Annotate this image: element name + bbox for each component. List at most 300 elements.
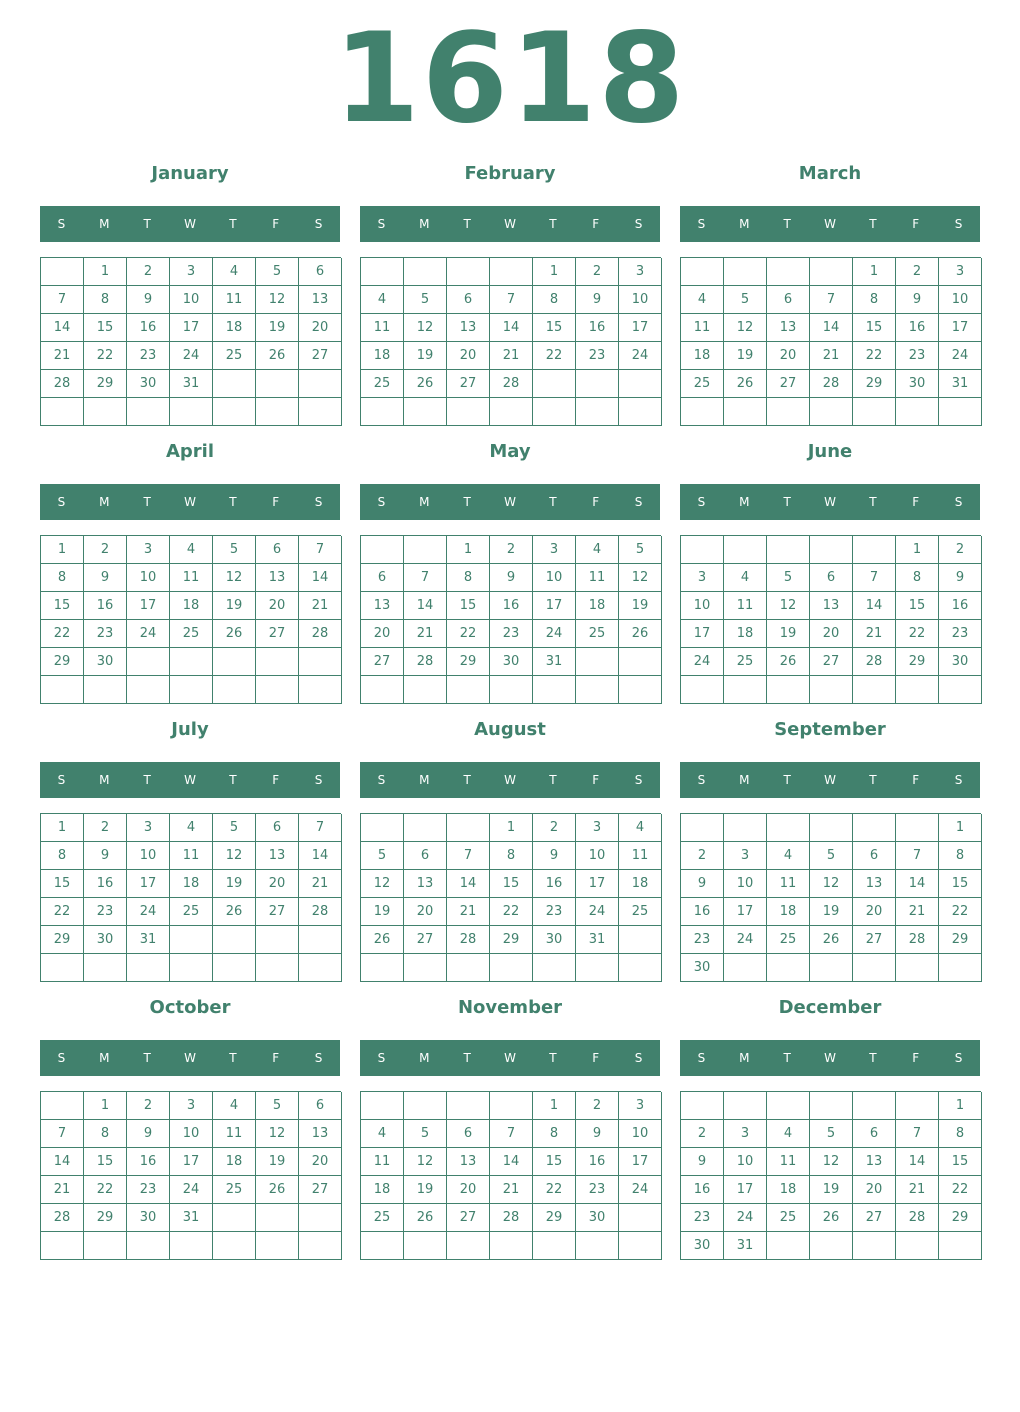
day-cell[interactable]: 7 <box>810 286 853 314</box>
day-cell[interactable]: 18 <box>576 592 619 620</box>
day-cell[interactable]: 8 <box>853 286 896 314</box>
day-cell[interactable]: 12 <box>619 564 662 592</box>
day-cell[interactable]: 21 <box>299 592 342 620</box>
day-cell[interactable]: 18 <box>619 870 662 898</box>
day-cell[interactable]: 30 <box>681 1232 724 1260</box>
day-cell[interactable]: 3 <box>576 814 619 842</box>
day-cell[interactable]: 1 <box>41 536 84 564</box>
day-cell[interactable]: 4 <box>170 536 213 564</box>
day-cell[interactable]: 4 <box>767 1120 810 1148</box>
day-cell[interactable]: 27 <box>299 342 342 370</box>
day-cell[interactable]: 13 <box>447 314 490 342</box>
day-cell[interactable]: 27 <box>447 1204 490 1232</box>
day-cell[interactable]: 7 <box>490 1120 533 1148</box>
day-cell[interactable]: 20 <box>404 898 447 926</box>
day-cell[interactable]: 30 <box>84 926 127 954</box>
day-cell[interactable]: 28 <box>447 926 490 954</box>
day-cell[interactable]: 19 <box>256 314 299 342</box>
day-cell[interactable]: 19 <box>810 898 853 926</box>
day-cell[interactable]: 1 <box>84 258 127 286</box>
day-cell[interactable]: 10 <box>533 564 576 592</box>
day-cell[interactable]: 7 <box>447 842 490 870</box>
day-cell[interactable]: 21 <box>490 1176 533 1204</box>
day-cell[interactable]: 22 <box>939 898 982 926</box>
day-cell[interactable]: 29 <box>84 1204 127 1232</box>
day-cell[interactable]: 11 <box>576 564 619 592</box>
day-cell[interactable]: 29 <box>939 926 982 954</box>
day-cell[interactable]: 20 <box>361 620 404 648</box>
day-cell[interactable]: 20 <box>447 342 490 370</box>
day-cell[interactable]: 18 <box>767 1176 810 1204</box>
day-cell[interactable]: 15 <box>84 314 127 342</box>
day-cell[interactable]: 24 <box>127 898 170 926</box>
day-cell[interactable]: 11 <box>170 842 213 870</box>
day-cell[interactable]: 3 <box>724 1120 767 1148</box>
day-cell[interactable]: 28 <box>490 1204 533 1232</box>
day-cell[interactable]: 28 <box>299 898 342 926</box>
day-cell[interactable]: 26 <box>256 1176 299 1204</box>
day-cell[interactable]: 9 <box>84 564 127 592</box>
day-cell[interactable]: 29 <box>41 648 84 676</box>
day-cell[interactable]: 22 <box>41 620 84 648</box>
day-cell[interactable]: 28 <box>810 370 853 398</box>
day-cell[interactable]: 22 <box>533 1176 576 1204</box>
day-cell[interactable]: 25 <box>576 620 619 648</box>
day-cell[interactable]: 8 <box>41 842 84 870</box>
day-cell[interactable]: 12 <box>810 870 853 898</box>
day-cell[interactable]: 14 <box>810 314 853 342</box>
day-cell[interactable]: 17 <box>127 870 170 898</box>
day-cell[interactable]: 10 <box>939 286 982 314</box>
day-cell[interactable]: 6 <box>767 286 810 314</box>
day-cell[interactable]: 12 <box>213 842 256 870</box>
day-cell[interactable]: 27 <box>361 648 404 676</box>
day-cell[interactable]: 15 <box>533 1148 576 1176</box>
day-cell[interactable]: 5 <box>810 1120 853 1148</box>
day-cell[interactable]: 5 <box>619 536 662 564</box>
day-cell[interactable]: 23 <box>896 342 939 370</box>
day-cell[interactable]: 24 <box>724 1204 767 1232</box>
day-cell[interactable]: 28 <box>404 648 447 676</box>
day-cell[interactable]: 12 <box>810 1148 853 1176</box>
day-cell[interactable]: 28 <box>896 1204 939 1232</box>
day-cell[interactable]: 30 <box>127 1204 170 1232</box>
day-cell[interactable]: 1 <box>939 814 982 842</box>
day-cell[interactable]: 17 <box>939 314 982 342</box>
day-cell[interactable]: 25 <box>619 898 662 926</box>
day-cell[interactable]: 1 <box>447 536 490 564</box>
day-cell[interactable]: 9 <box>681 1148 724 1176</box>
day-cell[interactable]: 7 <box>41 286 84 314</box>
day-cell[interactable]: 1 <box>490 814 533 842</box>
day-cell[interactable]: 7 <box>299 536 342 564</box>
day-cell[interactable]: 6 <box>810 564 853 592</box>
day-cell[interactable]: 28 <box>490 370 533 398</box>
day-cell[interactable]: 21 <box>896 898 939 926</box>
day-cell[interactable]: 27 <box>256 898 299 926</box>
day-cell[interactable]: 31 <box>576 926 619 954</box>
day-cell[interactable]: 17 <box>170 314 213 342</box>
day-cell[interactable]: 27 <box>767 370 810 398</box>
day-cell[interactable]: 11 <box>724 592 767 620</box>
day-cell[interactable]: 17 <box>576 870 619 898</box>
day-cell[interactable]: 26 <box>724 370 767 398</box>
day-cell[interactable]: 10 <box>724 870 767 898</box>
day-cell[interactable]: 22 <box>490 898 533 926</box>
day-cell[interactable]: 18 <box>681 342 724 370</box>
day-cell[interactable]: 3 <box>170 258 213 286</box>
day-cell[interactable]: 6 <box>447 1120 490 1148</box>
day-cell[interactable]: 2 <box>681 1120 724 1148</box>
day-cell[interactable]: 31 <box>533 648 576 676</box>
day-cell[interactable]: 13 <box>404 870 447 898</box>
day-cell[interactable]: 30 <box>127 370 170 398</box>
day-cell[interactable]: 14 <box>299 564 342 592</box>
day-cell[interactable]: 2 <box>896 258 939 286</box>
day-cell[interactable]: 11 <box>213 1120 256 1148</box>
day-cell[interactable]: 24 <box>724 926 767 954</box>
day-cell[interactable]: 19 <box>619 592 662 620</box>
day-cell[interactable]: 16 <box>127 1148 170 1176</box>
day-cell[interactable]: 24 <box>619 1176 662 1204</box>
day-cell[interactable]: 6 <box>256 814 299 842</box>
day-cell[interactable]: 2 <box>490 536 533 564</box>
day-cell[interactable]: 4 <box>170 814 213 842</box>
day-cell[interactable]: 4 <box>619 814 662 842</box>
day-cell[interactable]: 31 <box>127 926 170 954</box>
day-cell[interactable]: 27 <box>404 926 447 954</box>
day-cell[interactable]: 12 <box>767 592 810 620</box>
day-cell[interactable]: 8 <box>533 286 576 314</box>
day-cell[interactable]: 13 <box>299 1120 342 1148</box>
day-cell[interactable]: 17 <box>170 1148 213 1176</box>
day-cell[interactable]: 26 <box>810 926 853 954</box>
day-cell[interactable]: 12 <box>256 1120 299 1148</box>
day-cell[interactable]: 26 <box>213 620 256 648</box>
day-cell[interactable]: 21 <box>896 1176 939 1204</box>
day-cell[interactable]: 22 <box>939 1176 982 1204</box>
day-cell[interactable]: 17 <box>619 314 662 342</box>
day-cell[interactable]: 10 <box>127 564 170 592</box>
day-cell[interactable]: 14 <box>299 842 342 870</box>
day-cell[interactable]: 20 <box>447 1176 490 1204</box>
day-cell[interactable]: 8 <box>490 842 533 870</box>
day-cell[interactable]: 17 <box>724 1176 767 1204</box>
day-cell[interactable]: 4 <box>213 1092 256 1120</box>
day-cell[interactable]: 21 <box>299 870 342 898</box>
day-cell[interactable]: 10 <box>576 842 619 870</box>
day-cell[interactable]: 30 <box>896 370 939 398</box>
day-cell[interactable]: 28 <box>896 926 939 954</box>
day-cell[interactable]: 22 <box>447 620 490 648</box>
day-cell[interactable]: 2 <box>576 258 619 286</box>
day-cell[interactable]: 9 <box>681 870 724 898</box>
day-cell[interactable]: 3 <box>681 564 724 592</box>
day-cell[interactable]: 19 <box>361 898 404 926</box>
day-cell[interactable]: 7 <box>490 286 533 314</box>
day-cell[interactable]: 12 <box>404 314 447 342</box>
day-cell[interactable]: 5 <box>767 564 810 592</box>
day-cell[interactable]: 9 <box>896 286 939 314</box>
day-cell[interactable]: 7 <box>41 1120 84 1148</box>
day-cell[interactable]: 21 <box>404 620 447 648</box>
day-cell[interactable]: 11 <box>361 1148 404 1176</box>
day-cell[interactable]: 22 <box>84 1176 127 1204</box>
day-cell[interactable]: 10 <box>619 286 662 314</box>
day-cell[interactable]: 8 <box>84 1120 127 1148</box>
day-cell[interactable]: 1 <box>939 1092 982 1120</box>
day-cell[interactable]: 15 <box>939 1148 982 1176</box>
day-cell[interactable]: 21 <box>490 342 533 370</box>
day-cell[interactable]: 15 <box>84 1148 127 1176</box>
day-cell[interactable]: 25 <box>724 648 767 676</box>
day-cell[interactable]: 16 <box>533 870 576 898</box>
day-cell[interactable]: 3 <box>127 536 170 564</box>
day-cell[interactable]: 15 <box>939 870 982 898</box>
day-cell[interactable]: 11 <box>213 286 256 314</box>
day-cell[interactable]: 18 <box>361 1176 404 1204</box>
day-cell[interactable]: 19 <box>810 1176 853 1204</box>
day-cell[interactable]: 29 <box>490 926 533 954</box>
day-cell[interactable]: 25 <box>213 1176 256 1204</box>
day-cell[interactable]: 26 <box>404 370 447 398</box>
day-cell[interactable]: 22 <box>84 342 127 370</box>
day-cell[interactable]: 17 <box>724 898 767 926</box>
day-cell[interactable]: 2 <box>127 1092 170 1120</box>
day-cell[interactable]: 23 <box>533 898 576 926</box>
day-cell[interactable]: 24 <box>533 620 576 648</box>
day-cell[interactable]: 16 <box>576 1148 619 1176</box>
day-cell[interactable]: 23 <box>84 620 127 648</box>
day-cell[interactable]: 15 <box>896 592 939 620</box>
day-cell[interactable]: 14 <box>896 1148 939 1176</box>
day-cell[interactable]: 29 <box>84 370 127 398</box>
day-cell[interactable]: 21 <box>447 898 490 926</box>
day-cell[interactable]: 15 <box>490 870 533 898</box>
day-cell[interactable]: 14 <box>404 592 447 620</box>
day-cell[interactable]: 8 <box>533 1120 576 1148</box>
day-cell[interactable]: 13 <box>853 1148 896 1176</box>
day-cell[interactable]: 17 <box>533 592 576 620</box>
day-cell[interactable]: 23 <box>681 1204 724 1232</box>
day-cell[interactable]: 4 <box>213 258 256 286</box>
day-cell[interactable]: 26 <box>404 1204 447 1232</box>
day-cell[interactable]: 3 <box>724 842 767 870</box>
day-cell[interactable]: 3 <box>619 1092 662 1120</box>
day-cell[interactable]: 17 <box>619 1148 662 1176</box>
day-cell[interactable]: 23 <box>681 926 724 954</box>
day-cell[interactable]: 13 <box>361 592 404 620</box>
day-cell[interactable]: 22 <box>853 342 896 370</box>
day-cell[interactable]: 14 <box>41 314 84 342</box>
day-cell[interactable]: 28 <box>299 620 342 648</box>
day-cell[interactable]: 27 <box>299 1176 342 1204</box>
day-cell[interactable]: 25 <box>361 1204 404 1232</box>
day-cell[interactable]: 1 <box>41 814 84 842</box>
day-cell[interactable]: 16 <box>681 1176 724 1204</box>
day-cell[interactable]: 14 <box>490 314 533 342</box>
day-cell[interactable]: 17 <box>681 620 724 648</box>
day-cell[interactable]: 15 <box>853 314 896 342</box>
day-cell[interactable]: 18 <box>170 592 213 620</box>
day-cell[interactable]: 9 <box>127 286 170 314</box>
day-cell[interactable]: 20 <box>299 314 342 342</box>
day-cell[interactable]: 8 <box>84 286 127 314</box>
day-cell[interactable]: 11 <box>681 314 724 342</box>
day-cell[interactable]: 20 <box>256 870 299 898</box>
day-cell[interactable]: 10 <box>170 286 213 314</box>
day-cell[interactable]: 30 <box>84 648 127 676</box>
day-cell[interactable]: 10 <box>619 1120 662 1148</box>
day-cell[interactable]: 3 <box>127 814 170 842</box>
day-cell[interactable]: 10 <box>724 1148 767 1176</box>
day-cell[interactable]: 24 <box>170 1176 213 1204</box>
day-cell[interactable]: 21 <box>41 342 84 370</box>
day-cell[interactable]: 26 <box>213 898 256 926</box>
day-cell[interactable]: 6 <box>404 842 447 870</box>
day-cell[interactable]: 28 <box>41 1204 84 1232</box>
day-cell[interactable]: 23 <box>127 342 170 370</box>
day-cell[interactable]: 12 <box>256 286 299 314</box>
day-cell[interactable]: 12 <box>361 870 404 898</box>
day-cell[interactable]: 14 <box>490 1148 533 1176</box>
day-cell[interactable]: 8 <box>896 564 939 592</box>
day-cell[interactable]: 2 <box>533 814 576 842</box>
day-cell[interactable]: 19 <box>404 1176 447 1204</box>
day-cell[interactable]: 18 <box>213 314 256 342</box>
day-cell[interactable]: 8 <box>939 842 982 870</box>
day-cell[interactable]: 13 <box>810 592 853 620</box>
day-cell[interactable]: 24 <box>619 342 662 370</box>
day-cell[interactable]: 16 <box>896 314 939 342</box>
day-cell[interactable]: 8 <box>447 564 490 592</box>
day-cell[interactable]: 2 <box>84 814 127 842</box>
day-cell[interactable]: 31 <box>170 370 213 398</box>
day-cell[interactable]: 12 <box>404 1148 447 1176</box>
day-cell[interactable]: 21 <box>810 342 853 370</box>
day-cell[interactable]: 25 <box>767 926 810 954</box>
day-cell[interactable]: 6 <box>299 1092 342 1120</box>
day-cell[interactable]: 29 <box>939 1204 982 1232</box>
day-cell[interactable]: 27 <box>853 1204 896 1232</box>
day-cell[interactable]: 18 <box>213 1148 256 1176</box>
day-cell[interactable]: 6 <box>256 536 299 564</box>
day-cell[interactable]: 11 <box>767 1148 810 1176</box>
day-cell[interactable]: 21 <box>853 620 896 648</box>
day-cell[interactable]: 27 <box>256 620 299 648</box>
day-cell[interactable]: 26 <box>256 342 299 370</box>
day-cell[interactable]: 15 <box>41 870 84 898</box>
day-cell[interactable]: 19 <box>213 592 256 620</box>
day-cell[interactable]: 20 <box>853 898 896 926</box>
day-cell[interactable]: 5 <box>810 842 853 870</box>
day-cell[interactable]: 3 <box>619 258 662 286</box>
day-cell[interactable]: 7 <box>299 814 342 842</box>
day-cell[interactable]: 9 <box>490 564 533 592</box>
day-cell[interactable]: 15 <box>41 592 84 620</box>
day-cell[interactable]: 23 <box>127 1176 170 1204</box>
day-cell[interactable]: 8 <box>939 1120 982 1148</box>
day-cell[interactable]: 1 <box>896 536 939 564</box>
day-cell[interactable]: 27 <box>810 648 853 676</box>
day-cell[interactable]: 30 <box>533 926 576 954</box>
day-cell[interactable]: 11 <box>170 564 213 592</box>
day-cell[interactable]: 11 <box>767 870 810 898</box>
day-cell[interactable]: 5 <box>361 842 404 870</box>
day-cell[interactable]: 6 <box>853 842 896 870</box>
day-cell[interactable]: 20 <box>853 1176 896 1204</box>
day-cell[interactable]: 10 <box>127 842 170 870</box>
day-cell[interactable]: 19 <box>256 1148 299 1176</box>
day-cell[interactable]: 13 <box>256 842 299 870</box>
day-cell[interactable]: 5 <box>404 286 447 314</box>
day-cell[interactable]: 1 <box>533 1092 576 1120</box>
day-cell[interactable]: 4 <box>361 286 404 314</box>
day-cell[interactable]: 28 <box>41 370 84 398</box>
day-cell[interactable]: 25 <box>170 620 213 648</box>
day-cell[interactable]: 27 <box>853 926 896 954</box>
day-cell[interactable]: 16 <box>939 592 982 620</box>
day-cell[interactable]: 25 <box>213 342 256 370</box>
day-cell[interactable]: 14 <box>41 1148 84 1176</box>
day-cell[interactable]: 6 <box>853 1120 896 1148</box>
day-cell[interactable]: 4 <box>724 564 767 592</box>
day-cell[interactable]: 10 <box>170 1120 213 1148</box>
day-cell[interactable]: 19 <box>767 620 810 648</box>
day-cell[interactable]: 8 <box>41 564 84 592</box>
day-cell[interactable]: 19 <box>213 870 256 898</box>
day-cell[interactable]: 9 <box>84 842 127 870</box>
day-cell[interactable]: 31 <box>724 1232 767 1260</box>
day-cell[interactable]: 19 <box>404 342 447 370</box>
day-cell[interactable]: 1 <box>84 1092 127 1120</box>
day-cell[interactable]: 12 <box>724 314 767 342</box>
day-cell[interactable]: 14 <box>896 870 939 898</box>
day-cell[interactable]: 19 <box>724 342 767 370</box>
day-cell[interactable]: 3 <box>533 536 576 564</box>
day-cell[interactable]: 6 <box>361 564 404 592</box>
day-cell[interactable]: 20 <box>810 620 853 648</box>
day-cell[interactable]: 25 <box>361 370 404 398</box>
day-cell[interactable]: 7 <box>404 564 447 592</box>
day-cell[interactable]: 30 <box>490 648 533 676</box>
day-cell[interactable]: 26 <box>619 620 662 648</box>
day-cell[interactable]: 24 <box>681 648 724 676</box>
day-cell[interactable]: 2 <box>939 536 982 564</box>
day-cell[interactable]: 29 <box>533 1204 576 1232</box>
day-cell[interactable]: 30 <box>939 648 982 676</box>
day-cell[interactable]: 9 <box>576 286 619 314</box>
day-cell[interactable]: 14 <box>447 870 490 898</box>
day-cell[interactable]: 3 <box>939 258 982 286</box>
day-cell[interactable]: 2 <box>681 842 724 870</box>
day-cell[interactable]: 29 <box>853 370 896 398</box>
day-cell[interactable]: 16 <box>490 592 533 620</box>
day-cell[interactable]: 20 <box>299 1148 342 1176</box>
day-cell[interactable]: 23 <box>490 620 533 648</box>
day-cell[interactable]: 13 <box>299 286 342 314</box>
day-cell[interactable]: 24 <box>170 342 213 370</box>
day-cell[interactable]: 5 <box>213 536 256 564</box>
day-cell[interactable]: 13 <box>767 314 810 342</box>
day-cell[interactable]: 23 <box>576 342 619 370</box>
day-cell[interactable]: 7 <box>896 1120 939 1148</box>
day-cell[interactable]: 5 <box>256 1092 299 1120</box>
day-cell[interactable]: 28 <box>853 648 896 676</box>
day-cell[interactable]: 10 <box>681 592 724 620</box>
day-cell[interactable]: 23 <box>84 898 127 926</box>
day-cell[interactable]: 6 <box>299 258 342 286</box>
